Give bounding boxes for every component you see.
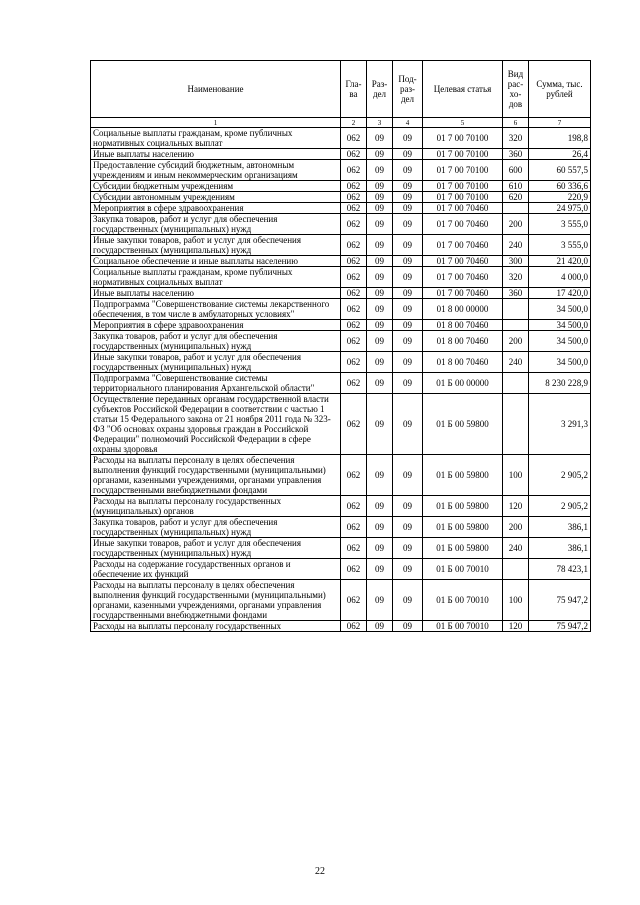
cell-glava: 062 [341,455,367,496]
cell-target: 01 Б 00 59800 [423,496,503,517]
table-row [91,320,591,331]
cell-name: Социальные выплаты гражданам, кроме публичных нормативных социальных выплат [91,128,341,149]
cell-target: 01 7 00 70100 [423,149,503,160]
cell-name: Подпрограмма "Совершенствование системы территориального планирования Архангельской области" [91,373,341,394]
table-row [91,496,591,517]
cell-podrazdel: 09 [393,496,423,517]
cell-razdel: 09 [367,256,393,267]
column-number-row [91,118,591,128]
table-row [91,331,591,352]
cell-vid: 100 [503,455,529,496]
cell-podrazdel: 09 [393,160,423,181]
cell-vid: 240 [503,352,529,373]
header-row [91,61,591,118]
table-row [91,538,591,559]
cell-name: Мероприятия в сфере здравоохранения [91,320,341,331]
cell-sum: 60 557,5 [529,160,591,181]
cell-target: 01 7 00 70100 [423,192,503,203]
cell-glava: 062 [341,203,367,214]
cell-podrazdel: 09 [393,394,423,455]
cell-sum: 75 947,2 [529,580,591,621]
cell-glava: 062 [341,235,367,256]
cell-razdel: 09 [367,149,393,160]
header-sum: Сумма, тыс. рублей [529,61,591,118]
cell-podrazdel: 09 [393,288,423,299]
cell-sum: 4 000,0 [529,267,591,288]
cell-podrazdel: 09 [393,538,423,559]
cell-razdel: 09 [367,580,393,621]
cell-sum: 198,8 [529,128,591,149]
cell-name: Иные закупки товаров, работ и услуг для обеспечения государственных (муниципальных) нужд [91,352,341,373]
page-number: 22 [315,866,325,877]
cell-razdel: 09 [367,192,393,203]
header-vid: Вид рас-хо-дов [503,61,529,118]
cell-vid: 120 [503,496,529,517]
cell-target: 01 Б 00 00000 [423,373,503,394]
cell-razdel: 09 [367,160,393,181]
cell-razdel: 09 [367,128,393,149]
cell-name: Закупка товаров, работ и услуг для обеспечения государственных (муниципальных) нужд [91,214,341,235]
cell-target: 01 8 00 70460 [423,352,503,373]
cell-glava: 062 [341,192,367,203]
column-number: 7 [529,118,591,128]
cell-sum: 2 905,2 [529,455,591,496]
cell-vid: 610 [503,181,529,192]
table-row [91,517,591,538]
cell-vid: 100 [503,580,529,621]
table-row [91,181,591,192]
cell-target: 01 Б 00 59800 [423,538,503,559]
cell-name: Субсидии бюджетным учреждениям [91,181,341,192]
cell-razdel: 09 [367,352,393,373]
table-row [91,455,591,496]
table-row [91,559,591,580]
cell-name: Субсидии автономным учреждениям [91,192,341,203]
cell-podrazdel: 09 [393,320,423,331]
cell-target: 01 Б 00 70010 [423,621,503,632]
cell-name: Осуществление переданных органам государственной власти субъектов Российской Федерации в соответствии с частью 1 статьи 15 Федерального закона от 21 ноября 2011 года № 323-ФЗ "Об основах охраны здоровья граждан в Российской Федерации" полномочий Российской Федерации в сфере охраны здоровья [91,394,341,455]
column-number: 1 [91,118,341,128]
cell-glava: 062 [341,394,367,455]
column-number: 5 [423,118,503,128]
cell-glava: 062 [341,580,367,621]
cell-glava: 062 [341,559,367,580]
cell-podrazdel: 09 [393,149,423,160]
cell-name: Иные выплаты населению [91,149,341,160]
cell-podrazdel: 09 [393,352,423,373]
cell-name: Предоставление субсидий бюджетным, автономным учреждениям и иным некоммерческим организациям [91,160,341,181]
header-razdel: Раз-дел [367,61,393,118]
cell-sum: 21 420,0 [529,256,591,267]
cell-vid: 300 [503,256,529,267]
cell-name: Иные закупки товаров, работ и услуг для обеспечения государственных (муниципальных) нужд [91,235,341,256]
cell-target: 01 Б 00 70010 [423,580,503,621]
table-row [91,352,591,373]
table-row [91,149,591,160]
cell-glava: 062 [341,538,367,559]
cell-razdel: 09 [367,517,393,538]
table-row [91,299,591,320]
cell-glava: 062 [341,496,367,517]
cell-sum: 24 975,0 [529,203,591,214]
cell-podrazdel: 09 [393,331,423,352]
cell-name: Расходы на выплаты персоналу в целях обеспечения выполнения функций государственными (муниципальными) органами, казенными учреждениями, органами управления государственными внебюджетными фондами [91,580,341,621]
cell-razdel: 09 [367,373,393,394]
cell-target: 01 7 00 70100 [423,128,503,149]
cell-razdel: 09 [367,288,393,299]
cell-razdel: 09 [367,181,393,192]
cell-podrazdel: 09 [393,235,423,256]
cell-vid: 200 [503,331,529,352]
cell-vid: 360 [503,149,529,160]
table-row [91,128,591,149]
cell-glava: 062 [341,214,367,235]
cell-sum: 8 230 228,9 [529,373,591,394]
cell-glava: 062 [341,149,367,160]
table-row [91,373,591,394]
cell-razdel: 09 [367,235,393,256]
cell-razdel: 09 [367,538,393,559]
cell-podrazdel: 09 [393,299,423,320]
table-body [91,128,591,632]
cell-glava: 062 [341,160,367,181]
cell-target: 01 8 00 70460 [423,331,503,352]
cell-target: 01 Б 00 59800 [423,455,503,496]
cell-name: Расходы на выплаты персоналу в целях обеспечения выполнения функций государственными (муниципальными) органами, казенными учреждениями, органами управления государственными внебюджетными фондами [91,455,341,496]
cell-sum: 26,4 [529,149,591,160]
cell-sum: 220,9 [529,192,591,203]
cell-vid [503,203,529,214]
cell-target: 01 7 00 70460 [423,267,503,288]
cell-glava: 062 [341,373,367,394]
table-row [91,160,591,181]
cell-name: Расходы на содержание государственных органов и обеспечение их функций [91,559,341,580]
cell-target: 01 7 00 70460 [423,214,503,235]
cell-vid: 240 [503,538,529,559]
cell-vid: 320 [503,267,529,288]
column-number: 2 [341,118,367,128]
table-row [91,288,591,299]
table-row [91,214,591,235]
cell-name: Социальное обеспечение и иные выплаты населению [91,256,341,267]
table-row [91,267,591,288]
cell-glava: 062 [341,267,367,288]
cell-glava: 062 [341,256,367,267]
cell-glava: 062 [341,288,367,299]
cell-sum: 3 555,0 [529,214,591,235]
cell-name: Расходы на выплаты персоналу государственных [91,621,341,632]
cell-razdel: 09 [367,214,393,235]
cell-razdel: 09 [367,394,393,455]
cell-vid: 200 [503,214,529,235]
cell-podrazdel: 09 [393,559,423,580]
cell-podrazdel: 09 [393,455,423,496]
cell-vid [503,373,529,394]
cell-razdel: 09 [367,496,393,517]
cell-name: Мероприятия в сфере здравоохранения [91,203,341,214]
cell-glava: 062 [341,299,367,320]
cell-podrazdel: 09 [393,256,423,267]
cell-target: 01 7 00 70100 [423,160,503,181]
cell-razdel: 09 [367,331,393,352]
cell-vid: 200 [503,517,529,538]
cell-sum: 3 555,0 [529,235,591,256]
cell-target: 01 7 00 70460 [423,203,503,214]
cell-name: Иные закупки товаров, работ и услуг для обеспечения государственных (муниципальных) нужд [91,538,341,559]
table-row [91,621,591,632]
cell-podrazdel: 09 [393,267,423,288]
cell-target: 01 7 00 70460 [423,256,503,267]
cell-podrazdel: 09 [393,373,423,394]
cell-target: 01 7 00 70460 [423,235,503,256]
cell-razdel: 09 [367,267,393,288]
header-podrazdel: Под-раз-дел [393,61,423,118]
table-row [91,203,591,214]
cell-podrazdel: 09 [393,580,423,621]
cell-glava: 062 [341,331,367,352]
cell-razdel: 09 [367,299,393,320]
cell-sum: 78 423,1 [529,559,591,580]
header-target: Целевая статья [423,61,503,118]
cell-sum: 60 336,6 [529,181,591,192]
cell-vid: 120 [503,621,529,632]
cell-target: 01 8 00 70460 [423,320,503,331]
cell-podrazdel: 09 [393,214,423,235]
cell-glava: 062 [341,517,367,538]
cell-podrazdel: 09 [393,181,423,192]
cell-target: 01 Б 00 70010 [423,559,503,580]
cell-glava: 062 [341,181,367,192]
cell-vid [503,320,529,331]
cell-vid: 320 [503,128,529,149]
table-row [91,235,591,256]
table-row [91,256,591,267]
cell-podrazdel: 09 [393,192,423,203]
cell-podrazdel: 09 [393,128,423,149]
cell-sum: 34 500,0 [529,352,591,373]
cell-name: Расходы на выплаты персоналу государственных (муниципальных) органов [91,496,341,517]
cell-razdel: 09 [367,320,393,331]
header-glava: Гла-ва [341,61,367,118]
cell-vid: 360 [503,288,529,299]
cell-vid: 240 [503,235,529,256]
cell-target: 01 7 00 70460 [423,288,503,299]
header-name: Наименование [91,61,341,118]
cell-sum: 386,1 [529,517,591,538]
cell-razdel: 09 [367,455,393,496]
cell-sum: 34 500,0 [529,331,591,352]
cell-sum: 34 500,0 [529,320,591,331]
cell-target: 01 Б 00 59800 [423,394,503,455]
column-number: 3 [367,118,393,128]
cell-podrazdel: 09 [393,517,423,538]
table-row [91,394,591,455]
budget-table [90,60,591,632]
cell-sum: 3 291,3 [529,394,591,455]
cell-name: Закупка товаров, работ и услуг для обеспечения государственных (муниципальных) нужд [91,331,341,352]
cell-target: 01 8 00 00000 [423,299,503,320]
cell-razdel: 09 [367,203,393,214]
cell-vid [503,394,529,455]
cell-vid: 620 [503,192,529,203]
cell-sum: 75 947,2 [529,621,591,632]
table-row [91,192,591,203]
cell-name: Иные выплаты населению [91,288,341,299]
cell-glava: 062 [341,621,367,632]
cell-glava: 062 [341,128,367,149]
cell-vid: 600 [503,160,529,181]
cell-name: Социальные выплаты гражданам, кроме публичных нормативных социальных выплат [91,267,341,288]
cell-target: 01 7 00 70100 [423,181,503,192]
cell-vid [503,299,529,320]
cell-glava: 062 [341,352,367,373]
cell-razdel: 09 [367,559,393,580]
cell-name: Закупка товаров, работ и услуг для обеспечения государственных (муниципальных) нужд [91,517,341,538]
cell-sum: 17 420,0 [529,288,591,299]
cell-name: Подпрограмма "Совершенствование системы лекарственного обеспечения, в том числе в амбулаторных условиях" [91,299,341,320]
cell-sum: 386,1 [529,538,591,559]
table-row [91,580,591,621]
cell-target: 01 Б 00 59800 [423,517,503,538]
cell-podrazdel: 09 [393,203,423,214]
cell-vid [503,559,529,580]
cell-podrazdel: 09 [393,621,423,632]
cell-glava: 062 [341,320,367,331]
column-number: 4 [393,118,423,128]
cell-razdel: 09 [367,621,393,632]
cell-sum: 2 905,2 [529,496,591,517]
cell-sum: 34 500,0 [529,299,591,320]
column-number: 6 [503,118,529,128]
